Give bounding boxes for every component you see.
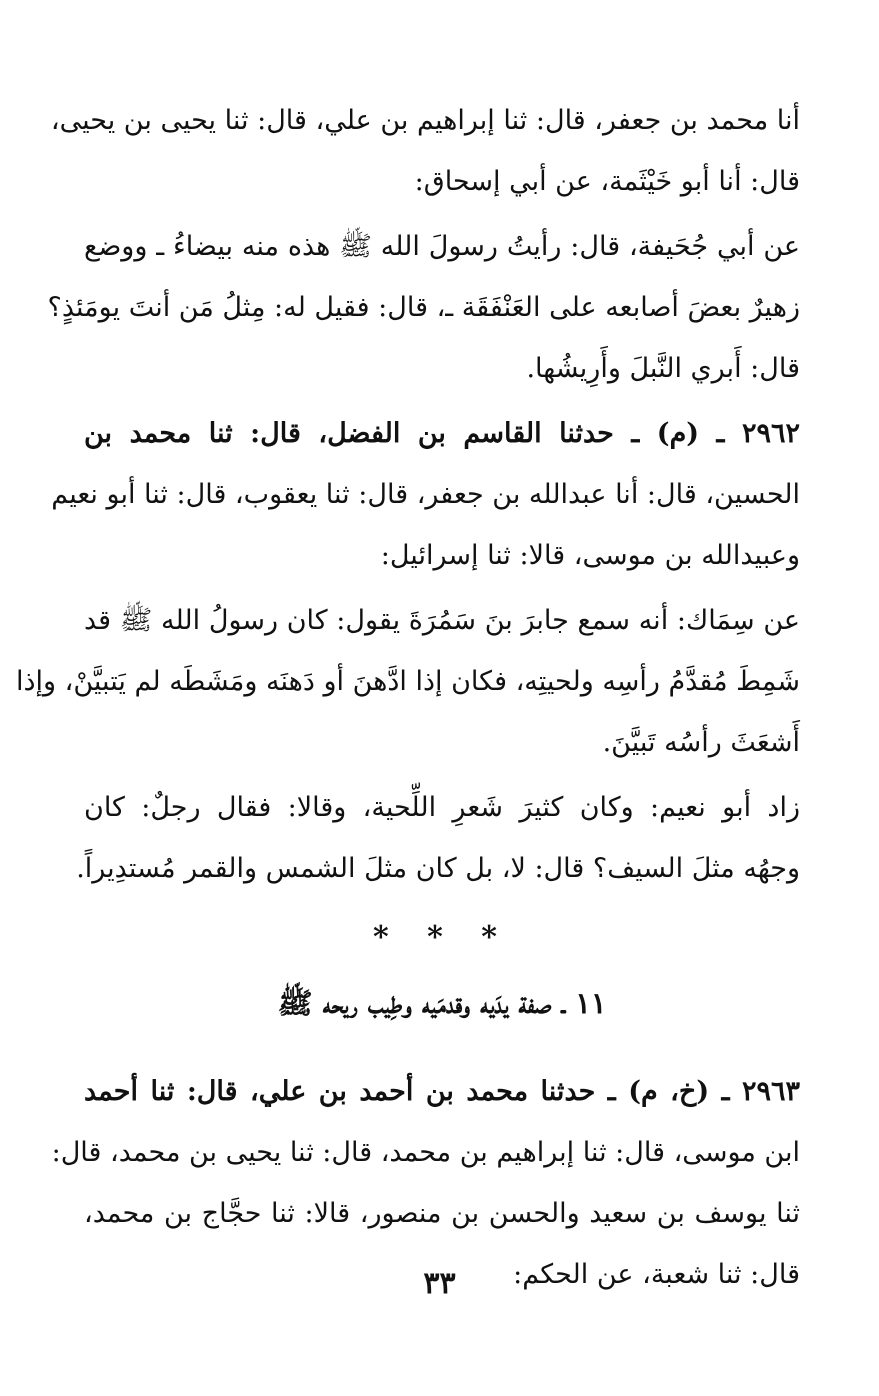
text-line: وجهُه مثلَ السيف؟ قال: لا، بل كان مثلَ الشمس والقمر مُستدِيراً. [76,853,800,884]
text-line: قال: ثنا شعبة، عن الحكم: [513,1259,800,1290]
text-line: عن أبي جُحَيفة، قال: رأيتُ رسولَ الله ﷺ هذه منه بيضاءُ ـ ووضع [84,231,800,262]
text-line: أنا محمد بن جعفر، قال: ثنا إبراهيم بن علي، قال: ثنا يحيى بن يحيى، [50,105,800,136]
paragraph-ziyada-abu-nuaym [76,777,800,899]
text-line: ثنا يوسف بن سعيد والحسن بن منصور، قالا: ثنا حجَّاج بن محمد، [84,1198,800,1229]
hadith-heading-line: ٢٩٦٢ ـ (م) ـ حدثنا القاسم بن الفضل، قال: ثنا محمد بن [84,418,800,449]
section-separator: * * * [373,920,511,955]
paragraph-matn-simak [15,590,800,773]
text-line: أَشعَثَ رأسُه تَبيَّنَ. [602,727,800,758]
chapter-title: ١١ ـ صفة يدَيه وقدمَيه وطِيب ريحه ﷺ [277,986,607,1020]
text-line: قال: أنا أبو خَيْثَمة، عن أبي إسحاق: [414,166,800,197]
paragraph-matn-abu-juhayfa [47,216,800,399]
page-body [15,90,800,1309]
text-line: شَمِطَ مُقدَّمُ رأسِه ولحيتِه، فكان إذا ادَّهنَ أو دَهنَه ومَشَطَه لم يَتبيَّنْ، وإذا [15,666,800,697]
text-line: وعبيدالله بن موسى، قالا: ثنا إسرائيل: [380,540,800,571]
text-line: زهيرٌ بعضَ أصابعه على العَنْفَقَة ـ، قال: فقيل له: مِثلُ مَن أنتَ يومَئذٍ؟ [47,292,800,323]
text-line: ابن موسى، قال: ثنا إبراهيم بن محمد، قال: ثنا يحيى بن محمد، قال: [51,1137,800,1168]
text-line: زاد أبو نعيم: وكان كثيرَ شَعرِ اللِّحية، وقالا: فقال رجلٌ: كان [84,792,800,823]
paragraph-hadith-2962 [51,403,800,586]
text-line: قال: أَبري النَّبلَ وأَرِيشُها. [526,353,800,384]
hadith-heading-line: ٢٩٦٣ ـ (خ، م) ـ حدثنا محمد بن أحمد بن علي، قال: ثنا أحمد [84,1076,800,1107]
text-line: عن سِمَاك: أنه سمع جابرَ بنَ سَمُرَةَ يقول: كان رسولُ الله ﷺ قد [84,605,800,636]
text-line: الحسين، قال: أنا عبدالله بن جعفر، قال: ثنا يعقوب، قال: ثنا أبو نعيم [51,479,800,510]
page-number: ٣٣ [423,1266,456,1301]
paragraph-isnad-intro [50,90,800,212]
